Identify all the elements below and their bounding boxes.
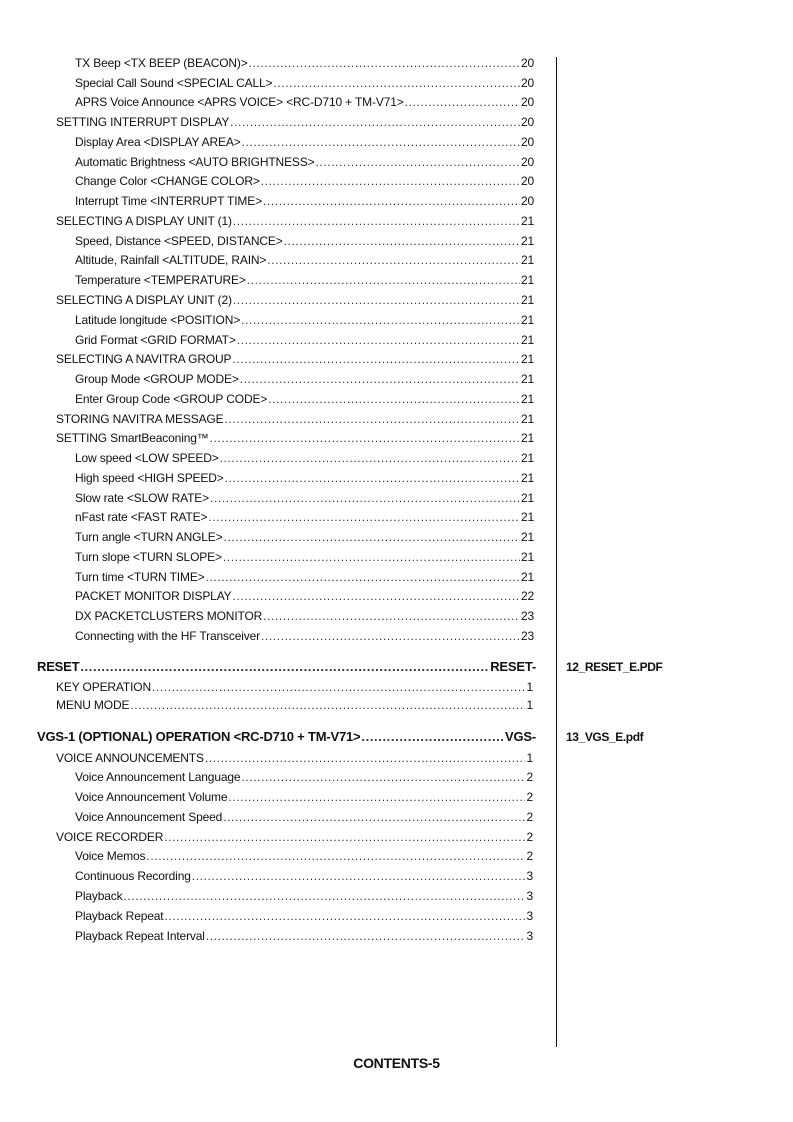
toc-entry[interactable] — [75, 194, 534, 209]
chapter-page: VGS- — [505, 729, 536, 744]
toc-entry-page: 21 — [520, 253, 534, 267]
toc-entry[interactable] — [75, 889, 533, 904]
leader-dots — [361, 730, 504, 744]
leader-dots — [261, 629, 520, 643]
toc-heading-page: 21 — [520, 352, 534, 366]
toc-entry[interactable] — [75, 550, 534, 565]
toc-entry-label: Turn slope <TURN SLOPE> — [75, 550, 222, 564]
toc-entry-label: Connecting with the HF Transceiver — [75, 629, 260, 643]
leader-dots — [80, 660, 489, 674]
toc-entry-page: 2 — [526, 849, 533, 863]
toc-entry[interactable] — [75, 629, 534, 644]
toc-entry[interactable] — [75, 135, 534, 150]
leader-dots — [247, 273, 520, 287]
leader-dots — [241, 313, 520, 327]
toc-entry-page: 2 — [526, 790, 533, 804]
toc-entry-page: 2 — [526, 770, 533, 784]
leader-dots — [233, 589, 520, 603]
toc-entry-page: 21 — [520, 550, 534, 564]
toc-entry-label: Grid Format <GRID FORMAT> — [75, 333, 236, 347]
toc-entry-page: 20 — [520, 174, 534, 188]
toc-entry-page: 21 — [520, 491, 534, 505]
toc-entry[interactable] — [75, 234, 534, 249]
leader-dots — [268, 392, 520, 406]
leader-dots — [249, 56, 520, 70]
leader-dots — [192, 869, 526, 883]
leader-dots — [273, 76, 520, 90]
toc-heading-label: SELECTING A DISPLAY UNIT (1) — [56, 214, 232, 228]
leader-dots — [205, 751, 526, 765]
leader-dots — [164, 909, 525, 923]
toc-entry-page: 21 — [520, 392, 534, 406]
toc-entry-label: Turn angle <TURN ANGLE> — [75, 530, 223, 544]
toc-entry-page: 21 — [520, 333, 534, 347]
leader-dots — [241, 770, 525, 784]
toc-heading-page: 1 — [526, 751, 533, 765]
leader-dots — [284, 234, 520, 248]
toc-heading-page: 1 — [526, 698, 533, 712]
toc-heading-label: SETTING SmartBeaconing™ — [56, 431, 209, 445]
toc-heading[interactable] — [56, 830, 533, 845]
leader-dots — [124, 889, 526, 903]
toc-entry[interactable] — [75, 929, 533, 944]
toc-entry-label: Interrupt Time <INTERRUPT TIME> — [75, 194, 262, 208]
toc-entry-page: 20 — [520, 76, 534, 90]
toc-heading[interactable] — [56, 431, 534, 446]
leader-dots — [130, 698, 525, 712]
toc-entry-label: Continuous Recording — [75, 869, 191, 883]
leader-dots — [210, 491, 520, 505]
toc-entry-page: 21 — [520, 471, 534, 485]
toc-heading-page: 21 — [520, 293, 534, 307]
toc-heading-label: MENU MODE — [56, 698, 130, 712]
toc-heading[interactable] — [56, 680, 533, 695]
toc-entry[interactable] — [75, 869, 533, 884]
toc-entry[interactable] — [75, 849, 533, 864]
toc-heading-label: STORING NAVITRA MESSAGE — [56, 412, 224, 426]
leader-dots — [224, 530, 520, 544]
chapter-title: VGS-1 (OPTIONAL) OPERATION <RC-D710 + TM-V71> — [37, 729, 361, 744]
toc-entry-page: 22 — [520, 589, 534, 603]
toc-entry-label: Special Call Sound <SPECIAL CALL> — [75, 76, 273, 90]
toc-entry-label: Voice Memos — [75, 849, 146, 863]
toc-heading-label: VOICE RECORDER — [56, 830, 164, 844]
leader-dots — [230, 115, 520, 129]
toc-entry-label: Voice Announcement Volume — [75, 790, 228, 804]
toc-entry-label: Display Area <DISPLAY AREA> — [75, 135, 241, 149]
toc-entry-label: Voice Announcement Language — [75, 770, 241, 784]
toc-entry-label: High speed <HIGH SPEED> — [75, 471, 224, 485]
toc-entry[interactable] — [75, 95, 534, 110]
toc-entry[interactable] — [75, 333, 534, 348]
toc-heading-page: 2 — [526, 830, 533, 844]
toc-entry[interactable] — [75, 570, 534, 585]
leader-dots — [220, 451, 520, 465]
toc-entry-label: Speed, Distance <SPEED, DISTANCE> — [75, 234, 283, 248]
leader-dots — [261, 174, 520, 188]
toc-entry-page: 20 — [520, 56, 534, 70]
toc-heading-label: SELECTING A DISPLAY UNIT (2) — [56, 293, 232, 307]
toc-entry-page: 21 — [520, 273, 534, 287]
toc-entry-label: Playback — [75, 889, 123, 903]
toc-entry-label: Turn time <TURN TIME> — [75, 570, 205, 584]
toc-entry[interactable] — [75, 56, 534, 71]
toc-entry[interactable] — [75, 589, 534, 604]
toc-entry-label: nFast rate <FAST RATE> — [75, 510, 208, 524]
toc-entry-label: Playback Repeat Interval — [75, 929, 205, 943]
toc-heading-page: 21 — [520, 214, 534, 228]
toc-entry-page: 20 — [520, 155, 534, 169]
toc-entry-page: 3 — [526, 889, 533, 903]
toc-entry-label: Voice Announcement Speed — [75, 810, 223, 824]
toc-entry[interactable] — [75, 609, 534, 624]
leader-dots — [206, 570, 520, 584]
toc-heading[interactable] — [56, 698, 533, 713]
toc-entry-page: 3 — [526, 929, 533, 943]
leader-dots — [237, 333, 520, 347]
toc-heading-page: 21 — [520, 431, 534, 445]
toc-entry-page: 20 — [520, 95, 534, 109]
toc-entry[interactable] — [75, 510, 534, 525]
toc-entry[interactable] — [75, 909, 533, 924]
toc-entry[interactable] — [75, 273, 534, 288]
toc-entry[interactable] — [75, 790, 533, 805]
toc-entry[interactable] — [75, 451, 534, 466]
leader-dots — [405, 95, 520, 109]
leader-dots — [242, 135, 520, 149]
leader-dots — [223, 550, 520, 564]
toc-heading[interactable] — [56, 293, 534, 308]
toc-entry-label: Slow rate <SLOW RATE> — [75, 491, 210, 505]
chapter-vgs[interactable] — [37, 730, 536, 745]
leader-dots — [164, 830, 525, 844]
toc-entry-page: 21 — [520, 510, 534, 524]
toc-entry[interactable] — [75, 253, 534, 268]
leader-dots — [240, 372, 520, 386]
toc-entry-label: Enter Group Code <GROUP CODE> — [75, 392, 268, 406]
toc-entry-label: Temperature <TEMPERATURE> — [75, 273, 246, 287]
leader-dots — [224, 412, 519, 426]
leader-dots — [232, 352, 520, 366]
toc-entry-page: 2 — [526, 810, 533, 824]
toc-entry[interactable] — [75, 491, 534, 506]
leader-dots — [206, 929, 526, 943]
toc-entry-label: Latitude longitude <POSITION> — [75, 313, 241, 327]
toc-heading-page: 1 — [526, 680, 533, 694]
chapter-reset[interactable] — [37, 660, 536, 675]
toc-entry-page: 23 — [520, 629, 534, 643]
toc-entry-label: Playback Repeat — [75, 909, 164, 923]
leader-dots — [208, 510, 520, 524]
toc-entry[interactable] — [75, 471, 534, 486]
toc-heading-page: 20 — [520, 115, 534, 129]
toc-entry-page: 21 — [520, 313, 534, 327]
toc-heading-label: SELECTING A NAVITRA GROUP — [56, 352, 232, 366]
toc-entry[interactable] — [75, 313, 534, 328]
column-divider — [556, 57, 557, 1047]
reset-file-link[interactable]: 12_RESET_E.PDF — [566, 660, 663, 674]
toc-entry-label: APRS Voice Announce <APRS VOICE> <RC-D710 + TM-V71> — [75, 95, 404, 109]
toc-entry-page: 21 — [520, 530, 534, 544]
leader-dots — [267, 253, 520, 267]
toc-entry-label: PACKET MONITOR DISPLAY — [75, 589, 232, 603]
toc-entry[interactable] — [75, 530, 534, 545]
toc-heading[interactable] — [56, 352, 534, 367]
toc-entry-label: Change Color <CHANGE COLOR> — [75, 174, 260, 188]
page-footer: CONTENTS-5 — [353, 1055, 440, 1071]
toc-heading[interactable] — [56, 115, 534, 130]
leader-dots — [233, 214, 520, 228]
toc-entry-page: 21 — [520, 570, 534, 584]
leader-dots — [233, 293, 520, 307]
toc-entry-page: 20 — [520, 194, 534, 208]
leader-dots — [146, 849, 525, 863]
toc-entry[interactable] — [75, 810, 533, 825]
toc-heading-label: VOICE ANNOUNCEMENTS — [56, 751, 204, 765]
toc-entry[interactable] — [75, 174, 534, 189]
toc-entry[interactable] — [75, 155, 534, 170]
chapter-page: RESET- — [490, 659, 536, 674]
toc-entry-label: Automatic Brightness <AUTO BRIGHTNESS> — [75, 155, 315, 169]
leader-dots — [228, 790, 525, 804]
toc-entry[interactable] — [75, 76, 534, 91]
leader-dots — [263, 609, 520, 623]
toc-entry-page: 21 — [520, 372, 534, 386]
toc-entry-label: Low speed <LOW SPEED> — [75, 451, 219, 465]
toc-entry-page: 20 — [520, 135, 534, 149]
toc-entry-page: 21 — [520, 451, 534, 465]
toc-entry-page: 3 — [526, 869, 533, 883]
toc-heading-page: 21 — [520, 412, 534, 426]
leader-dots — [225, 471, 520, 485]
chapter-title: RESET — [37, 659, 80, 674]
leader-dots — [223, 810, 525, 824]
toc-entry-page: 3 — [526, 909, 533, 923]
toc-entry-label: DX PACKETCLUSTERS MONITOR — [75, 609, 263, 623]
toc-entry-label: TX Beep <TX BEEP (BEACON)> — [75, 56, 248, 70]
toc-heading[interactable] — [56, 751, 533, 766]
toc-heading[interactable] — [56, 214, 534, 229]
toc-entry-label: Group Mode <GROUP MODE> — [75, 372, 239, 386]
vgs-file-link[interactable]: 13_VGS_E.pdf — [566, 730, 644, 744]
toc-entry-label: Altitude, Rainfall <ALTITUDE, RAIN> — [75, 253, 267, 267]
leader-dots — [263, 194, 520, 208]
toc-entry[interactable] — [75, 372, 534, 387]
toc-entry-page: 23 — [520, 609, 534, 623]
toc-heading[interactable] — [56, 412, 534, 427]
toc-entry[interactable] — [75, 770, 533, 785]
toc-heading-label: KEY OPERATION — [56, 680, 151, 694]
toc-heading-label: SETTING INTERRUPT DISPLAY — [56, 115, 230, 129]
leader-dots — [316, 155, 520, 169]
leader-dots — [210, 431, 520, 445]
toc-entry[interactable] — [75, 392, 534, 407]
leader-dots — [152, 680, 526, 694]
toc-entry-page: 21 — [520, 234, 534, 248]
